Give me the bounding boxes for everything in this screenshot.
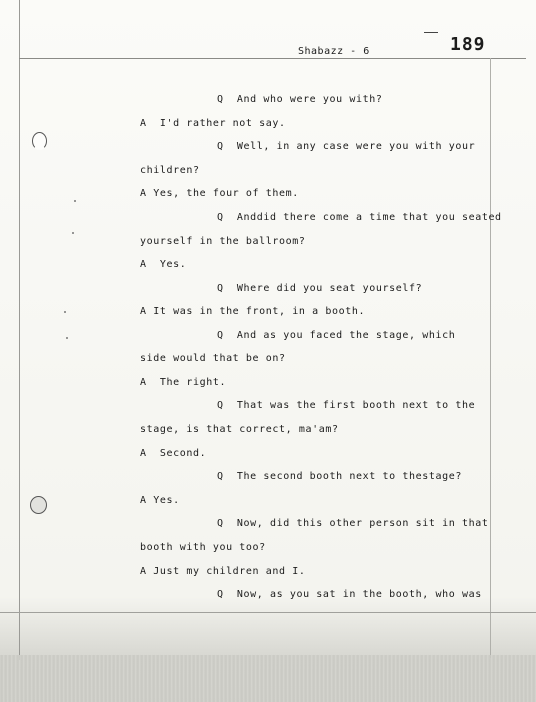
transcript-line: A Yes. bbox=[140, 495, 180, 506]
transcript-line: booth with you too? bbox=[140, 542, 266, 553]
running-head: Shabazz - 6 bbox=[298, 46, 370, 57]
page-mark bbox=[424, 32, 438, 33]
transcript-line: Q And as you faced the stage, which bbox=[217, 330, 456, 341]
page-number: 189 bbox=[450, 34, 486, 55]
transcript-line: A I'd rather not say. bbox=[140, 118, 286, 129]
binder-hole-top bbox=[32, 132, 47, 150]
transcript-line: A The right. bbox=[140, 377, 227, 388]
transcript-line: Q Where did you seat yourself? bbox=[217, 283, 423, 294]
transcript-line: Q Now, as you sat in the booth, who was bbox=[217, 589, 482, 600]
right-margin-rule bbox=[490, 58, 491, 658]
transcript-line: children? bbox=[140, 165, 200, 176]
scan-speck bbox=[66, 337, 68, 339]
binder-hole-middle bbox=[30, 496, 47, 514]
scan-speck bbox=[72, 232, 74, 234]
transcript-line: Q And who were you with? bbox=[217, 94, 383, 105]
transcript-line: A It was in the front, in a booth. bbox=[140, 306, 366, 317]
transcript-line: Q The second booth next to thestage? bbox=[217, 471, 462, 482]
transcript-line: yourself in the ballroom? bbox=[140, 236, 306, 247]
transcript-line: side would that be on? bbox=[140, 353, 286, 364]
header-rule bbox=[19, 58, 526, 59]
transcript-line: stage, is that correct, ma'am? bbox=[140, 424, 339, 435]
transcript-line: Q Now, did this other person sit in that bbox=[217, 518, 489, 529]
transcript-line: Q Well, in any case were you with your bbox=[217, 141, 476, 152]
transcript-line: A Yes, the four of them. bbox=[140, 188, 299, 199]
transcript-line: A Second. bbox=[140, 448, 207, 459]
scan-speck bbox=[64, 311, 66, 313]
scan-speck bbox=[74, 200, 76, 202]
transcript-line: Q Anddid there come a time that you seated bbox=[217, 212, 502, 223]
transcript-line: A Just my children and I. bbox=[140, 566, 306, 577]
transcript-line: A Yes. bbox=[140, 259, 187, 270]
left-margin-rule bbox=[19, 0, 20, 660]
transcript-line: Q That was the first booth next to the bbox=[217, 400, 476, 411]
footer-rule bbox=[0, 612, 536, 613]
scan-shadow-band bbox=[0, 655, 536, 702]
